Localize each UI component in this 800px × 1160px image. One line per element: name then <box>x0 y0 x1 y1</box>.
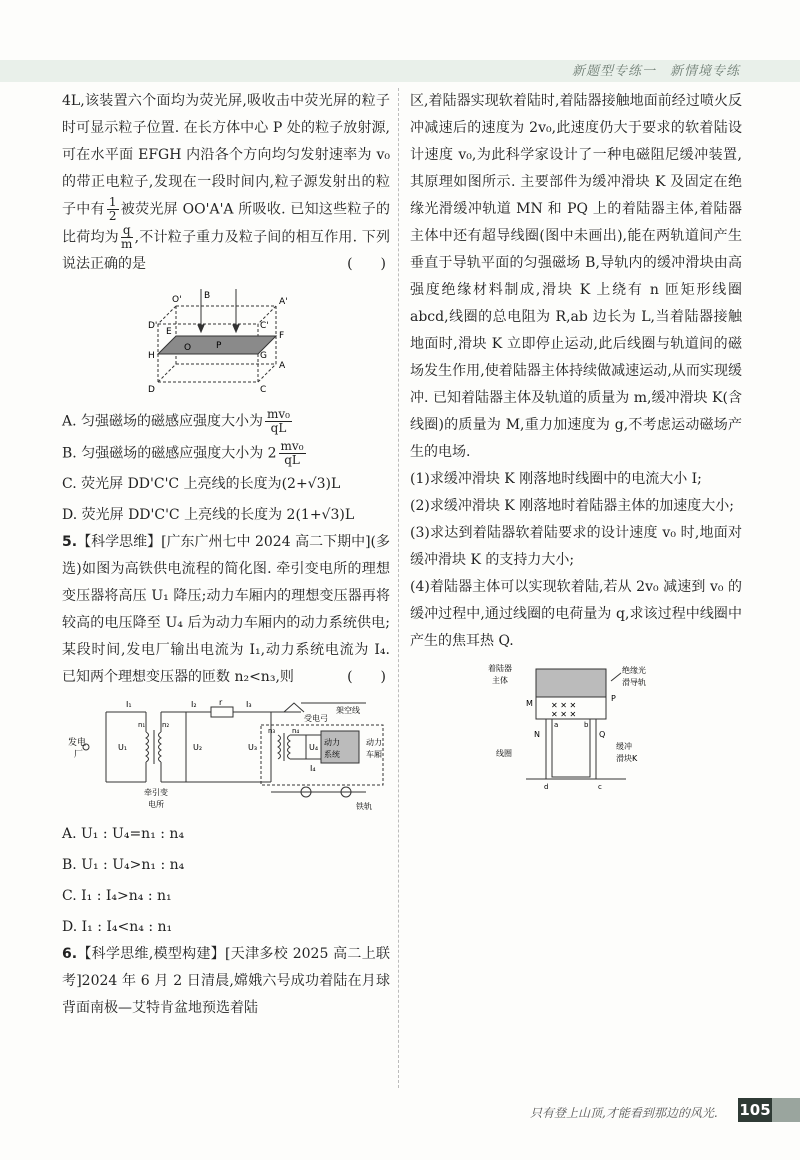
svg-text:I₂: I₂ <box>191 700 197 709</box>
svg-text:发电: 发电 <box>68 738 87 748</box>
svg-text:d: d <box>544 783 549 791</box>
svg-text:U₃: U₃ <box>248 743 258 752</box>
svg-text:A': A' <box>279 297 288 307</box>
svg-text:n₂: n₂ <box>162 721 170 729</box>
q6-sub4: (4)着陆器主体可以实现软着陆,若从 2v₀ 减速到 v₀ 的缓冲过程中,通过线圈的电荷量为 q,求该过程中线圈中产生的焦耳热 Q. <box>410 579 742 649</box>
q4-option-c[interactable]: C. 荧光屏 DD'C'C 上亮线的长度为(2+√3)L <box>62 476 341 492</box>
svg-text:车厢: 车厢 <box>366 750 382 759</box>
svg-text:D: D <box>148 385 155 395</box>
q5-circuit-figure <box>66 697 386 815</box>
svg-text:主体: 主体 <box>492 676 508 685</box>
svg-text:r: r <box>219 698 223 707</box>
svg-text:架空线: 架空线 <box>336 706 360 715</box>
svg-text:n₄: n₄ <box>292 727 300 735</box>
q6-continued: 区,着陆器实现软着陆时,着陆器接触地面前经过喷火反冲减速后的速度为 2v₀,此速度仍大于要求的软着陆设计速度 v₀,为此科学家设计了一种电磁阻尼缓冲装置,其原理如图所示. 主要部件为缓冲滑块 K 及固定在绝缘光滑缓冲轨道 MN 和 PQ 上的着陆器主体,着陆器主体中还有超导线圈(图中未画出),能在两轨道间产生垂直于导轨平面的匀强磁场 B,导轨内的缓冲滑块由高强度绝缘材料制成,滑块 K 上绕有 n 匝矩形线圈 abcd,线圈的总电阻为 R,ab 边长为 L,当着陆器接触地面时,滑块 K 立即停止运动,此后线圈与轨道间的磁场发生作用,使着陆器主体持续做减速运动,从而实现缓冲. 已知着陆器主体及轨道的质量为 m,缓冲滑块 K(含线圈)的质量为 M,重力加速度为 g,不考虑运动磁场产生的电场. <box>410 93 742 460</box>
q5-option-a[interactable]: A. U₁ : U₄=n₁ : n₄ <box>62 826 185 842</box>
footer-motto: 只有登上山顶,才能看到那边的风光. <box>530 1106 718 1120</box>
svg-text:电所: 电所 <box>148 800 164 809</box>
q6-sub3: (3)求达到着陆器软着陆要求的设计速度 v₀ 时,地面对缓冲滑块 K 的支持力大小; <box>410 525 742 568</box>
svg-text:D': D' <box>148 321 158 331</box>
q6-stem: 6.【科学思维,模型构建】[天津多校 2025 高二上联考]2024 年 6 月 2 日清晨,嫦娥六号成功着陆在月球背面南极—艾特肯盆地预选着陆 <box>62 946 390 1016</box>
svg-text:P: P <box>216 341 222 351</box>
svg-text:c: c <box>598 783 602 791</box>
svg-text:✕ ✕ ✕: ✕ ✕ ✕ <box>551 710 577 719</box>
q5-option-c[interactable]: C. I₁ : I₄>n₄ : n₁ <box>62 888 172 904</box>
svg-text:滑导轨: 滑导轨 <box>622 678 646 687</box>
svg-text:M: M <box>526 699 533 708</box>
q4-text-2: 被荧光屏 OO'A'A 所吸收. 已知这些粒子的比荷均为 <box>62 201 390 245</box>
svg-text:U₁: U₁ <box>118 743 128 752</box>
svg-text:系统: 系统 <box>324 750 340 759</box>
svg-text:Q: Q <box>599 730 606 739</box>
svg-text:✕ ✕ ✕: ✕ ✕ ✕ <box>551 701 577 710</box>
q4-option-a[interactable]: A. 匀强磁场的磁感应强度大小为 $\frac{\text{mv₀}}{qL}$ <box>62 407 290 435</box>
q5-stem: 5.【科学思维】[广东广州七中 2024 高二下期中](多选)如图为高铁供电流程的简化图. 牵引变电所的理想变压器将高压 U₁ 降压;动力车厢内的理想变压器再将较高的电压降至 U₄ 后为动力车厢内的动力系统供电;某段时间,发电厂输出电流为 I₁,动力系统电流为 I₄. 已知两个理想变压器的匝数 n₂<n₃,则 ( ) <box>62 529 390 691</box>
q4-option-b[interactable]: B. 匀强磁场的磁感应强度大小为 2 $\frac{\text{mv₀}}{qL}$ <box>62 438 304 467</box>
svg-text:G: G <box>260 351 267 361</box>
svg-text:F: F <box>279 331 285 341</box>
header-title: 新题型专练一 新情境专练 <box>571 64 740 79</box>
svg-text:厂: 厂 <box>74 750 84 760</box>
svg-text:O: O <box>184 343 192 353</box>
q5-answer-blank: ( ) <box>347 669 386 685</box>
svg-text:牵引变: 牵引变 <box>144 788 168 797</box>
svg-text:C': C' <box>260 321 269 331</box>
q5-option-d[interactable]: D. I₁ : I₄<n₄ : n₁ <box>62 919 173 935</box>
svg-text:I₁: I₁ <box>126 700 132 709</box>
svg-text:I₃: I₃ <box>246 700 252 709</box>
svg-text:U₄: U₄ <box>309 743 319 752</box>
svg-text:着陆器: 着陆器 <box>488 664 512 673</box>
svg-text:b: b <box>584 721 589 729</box>
svg-text:线圈: 线圈 <box>496 749 512 758</box>
svg-text:B: B <box>204 291 211 301</box>
q6-sub2: (2)求缓冲滑块 K 刚落地时着陆器主体的加速度大小; <box>410 498 734 514</box>
svg-text:A: A <box>279 361 286 371</box>
svg-text:受电弓: 受电弓 <box>304 714 328 723</box>
svg-text:U₂: U₂ <box>193 743 203 752</box>
svg-text:H: H <box>148 351 155 361</box>
q4-option-d[interactable]: D. 荧光屏 DD'C'C 上亮线的长度为 2(1+√3)L <box>62 507 355 523</box>
svg-text:绝缘光: 绝缘光 <box>622 666 646 675</box>
page-tab <box>772 1098 800 1122</box>
q4-answer-blank: ( ) <box>347 256 386 272</box>
svg-text:动力: 动力 <box>366 738 382 747</box>
svg-text:铁轨: 铁轨 <box>356 802 372 811</box>
svg-text:C: C <box>260 385 267 395</box>
q6-lander-figure <box>476 661 676 791</box>
column-divider <box>398 88 399 1088</box>
q4-cuboid-figure <box>136 284 316 402</box>
svg-text:n₁: n₁ <box>138 721 146 729</box>
svg-text:a: a <box>554 721 559 729</box>
svg-text:缓冲: 缓冲 <box>616 742 632 751</box>
svg-text:P: P <box>611 694 616 703</box>
right-column <box>410 88 742 797</box>
q5-option-b[interactable]: B. U₁ : U₄>n₁ : n₄ <box>62 857 185 873</box>
q4-text-3: ,不计粒子重力及粒子间的相互作用. 下列说法正确的是 <box>62 229 390 272</box>
left-column <box>62 88 390 1022</box>
page-number: 105 <box>738 1098 772 1122</box>
svg-text:E: E <box>166 327 172 337</box>
q4-half-fraction: $\frac{1}{2}$ <box>108 195 117 223</box>
svg-text:O': O' <box>172 295 182 305</box>
svg-text:n₃: n₃ <box>268 727 276 735</box>
q4-text-1: 4L,该装置六个面均为荧光屏,吸收击中荧光屏的粒子时可显示粒子位置. 在长方体中心 P 处的粒子放射源,可在水平面 EFGH 内沿各个方向均匀发射速率为 v₀ 的带正电粒子,发现在一段时间内,粒子源发射出的粒子中有 <box>62 93 390 218</box>
svg-text:N: N <box>534 730 540 739</box>
svg-text:动力: 动力 <box>324 738 340 747</box>
svg-text:滑块K: 滑块K <box>616 754 638 763</box>
q4-qm-fraction: $\frac{q}{m}$ <box>121 222 133 251</box>
q6-sub1: (1)求缓冲滑块 K 刚落地时线圈中的电流大小 I; <box>410 471 702 487</box>
q4-stem <box>62 88 390 278</box>
svg-text:I₄: I₄ <box>310 764 316 773</box>
